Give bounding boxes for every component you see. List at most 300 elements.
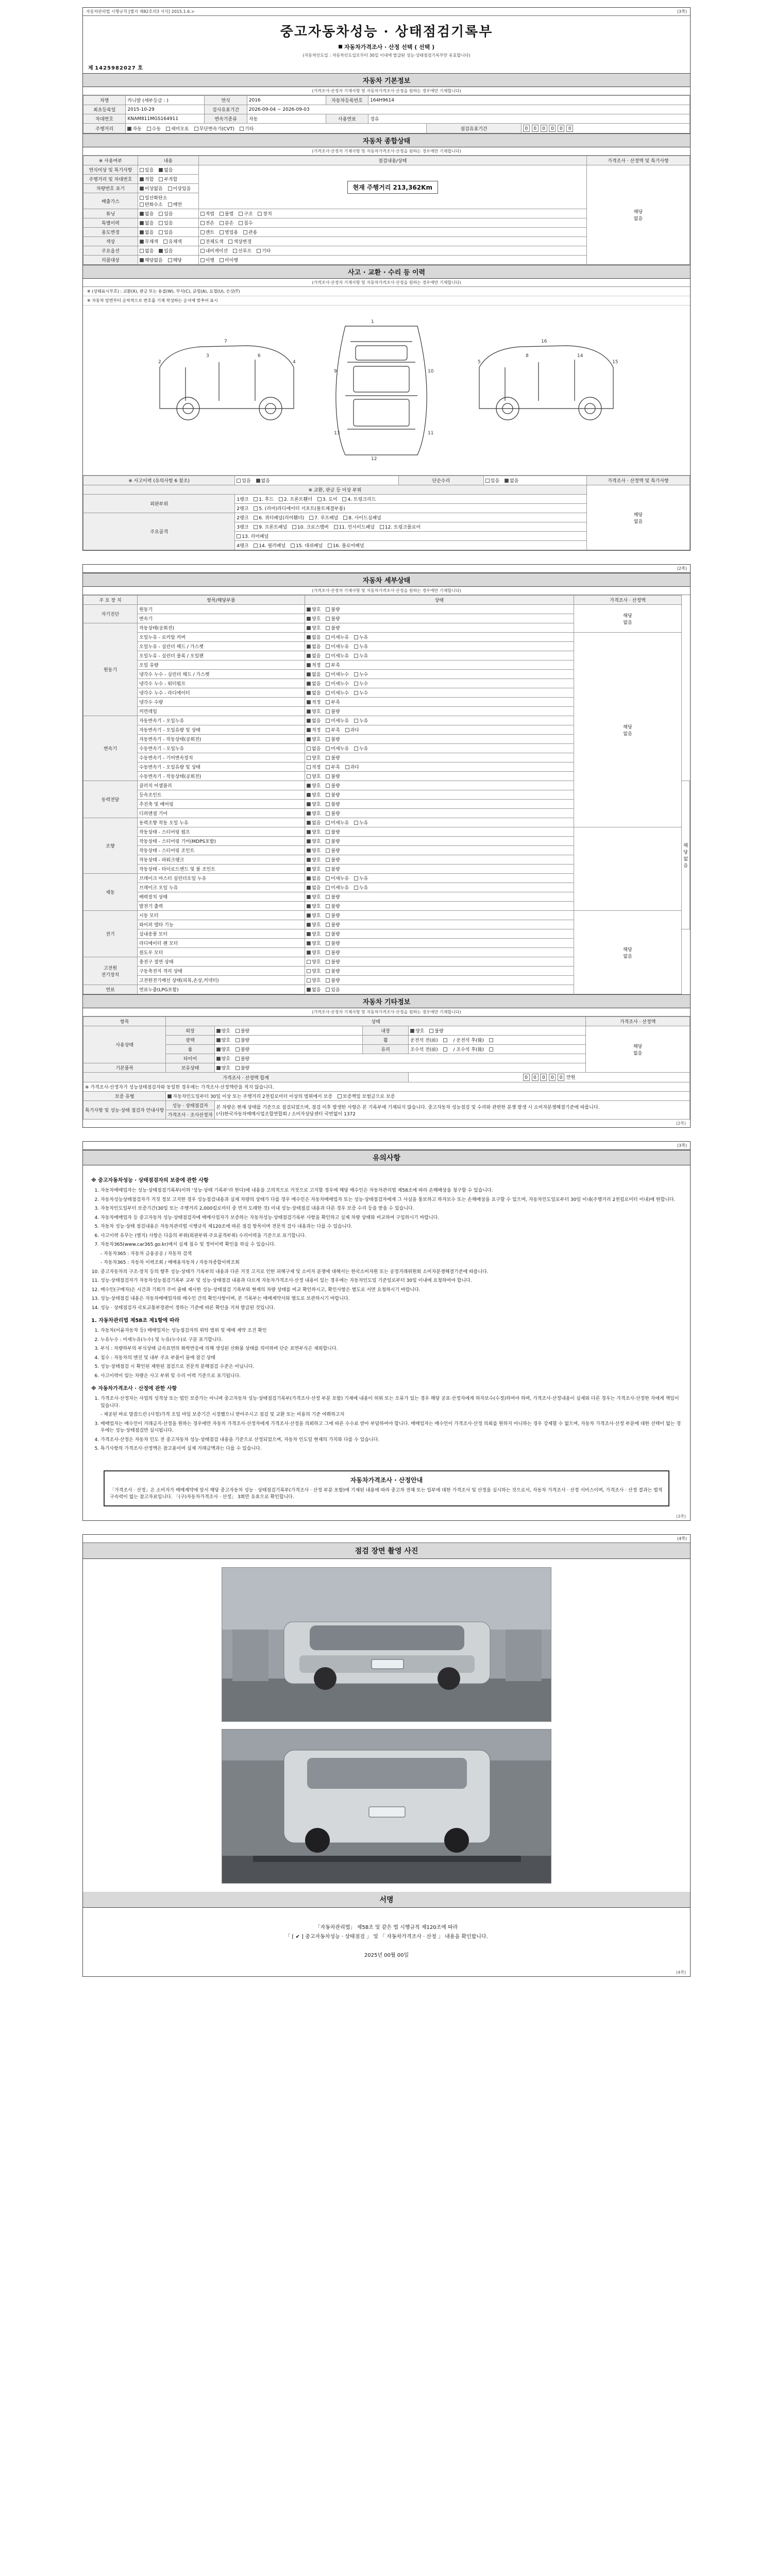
checkbox-bad[interactable]: 불량 <box>326 801 340 807</box>
checkbox-good[interactable]: 양호 <box>307 940 321 946</box>
checkbox-good[interactable]: 양호 <box>307 782 321 789</box>
state-glass <box>409 1045 586 1054</box>
checkbox-none[interactable]: 없음 <box>307 875 321 882</box>
checkbox-part-trunkfloor[interactable]: 12. 트렁크플로어 <box>380 523 421 530</box>
checkbox-icon <box>307 839 311 843</box>
checkbox-icon <box>307 821 311 825</box>
row-label-history: 특별이력 <box>83 218 138 228</box>
checkbox-accident-no-label: 없음 <box>261 479 270 484</box>
checkbox-icon <box>140 202 144 207</box>
checkbox-recall-undone[interactable]: 미이행 <box>220 257 238 263</box>
checkbox-part-pillar[interactable]: 14. 필러패널 <box>254 542 285 549</box>
checkbox-leak[interactable]: 누수 <box>354 680 368 687</box>
page-number-2: (2쪽) <box>677 566 687 571</box>
checkbox-flood-yes[interactable]: 있음 <box>159 219 173 226</box>
checkbox-good[interactable]: 양호 <box>307 949 321 956</box>
checkbox-color-part[interactable]: 색상변경 <box>228 238 251 245</box>
checkbox-emission-co[interactable]: 일산화탄소 <box>140 194 167 201</box>
table-row <box>83 874 690 883</box>
checkbox-icon <box>307 672 311 676</box>
checkbox-leak[interactable]: 누유 <box>354 717 368 724</box>
col-state: 상태 <box>305 596 574 605</box>
label-exterior: 외장 <box>166 1026 214 1036</box>
svg-text:4: 4 <box>293 360 296 365</box>
checkbox-wheel-fl[interactable] <box>443 1038 448 1043</box>
checkbox-low[interactable]: 부족 <box>326 764 340 770</box>
checkbox-icon <box>307 700 311 704</box>
checkbox-tuning-legal[interactable]: 적법 <box>200 210 214 217</box>
checkbox-icon <box>326 839 330 843</box>
checkbox-plate-ok[interactable]: 이상없음 <box>140 185 163 192</box>
checkbox-good[interactable]: 양호 <box>307 903 321 909</box>
checkbox-none[interactable]: 없음 <box>307 986 321 993</box>
checkbox-bad[interactable]: 불량 <box>326 977 340 984</box>
checkbox-usage-no[interactable]: 없음 <box>159 166 173 173</box>
row-sub-usechange <box>138 228 198 237</box>
state-wheel <box>409 1036 586 1045</box>
checkbox-tuning-illegal[interactable]: 불법 <box>220 210 233 217</box>
checkbox-none[interactable]: 없음 <box>307 643 321 650</box>
checkbox-emission-smoke[interactable]: 매연 <box>168 201 182 208</box>
item-mt-operation: 수동변속기 - 작동상태(공회전) <box>137 772 305 781</box>
checkbox-icon <box>307 895 311 899</box>
checkbox-part-frontpanel[interactable]: 9. 프론트패널 <box>254 523 287 530</box>
checkbox-good[interactable]: 양호 <box>307 791 321 798</box>
checkbox-emission-hc[interactable]: 탄화수소 <box>140 201 163 208</box>
checkbox-icon <box>326 747 330 751</box>
checkbox-good[interactable]: 양호 <box>307 754 321 761</box>
checkbox-usage-yes[interactable]: 있음 <box>140 166 154 173</box>
checkbox-good[interactable]: 양호 <box>307 912 321 919</box>
checkbox-bad[interactable]: 불량 <box>326 958 340 965</box>
checkbox-good[interactable]: 양호 <box>307 828 321 835</box>
table-header-row <box>83 596 690 605</box>
checkbox-icon <box>140 177 144 181</box>
checkbox-adequate[interactable]: 적정 <box>307 662 321 668</box>
label-parts-section: ※ 교환, 판금 등 이상 부위 <box>83 485 587 495</box>
checkbox-bad[interactable]: 불량 <box>326 708 340 715</box>
checkbox-minor[interactable]: 미세누유 <box>326 717 349 724</box>
checkbox-good[interactable]: 양호 <box>307 838 321 844</box>
checkbox-part-floorpanel[interactable]: 16. 플로어패널 <box>328 542 364 549</box>
checkbox-bad[interactable]: 불량 <box>326 940 340 946</box>
checkbox-part-quarter[interactable]: 6. 쿼터패널(리어휀더) <box>254 514 304 521</box>
table-row <box>83 892 690 902</box>
list-item: 1. 가격조사·산정자는 사업의 성격상 또는 법인 보증가는 아니며 중고자동차 성능·상태점검기록부(가격조사·산정 부분 포함) 기재에 내용이 허위 또는 오류가 있는 경우 해당 공표·산정자에게 하자보수(수정)하여야 하며, 가격조사·산정내용이 실제와 다른 경우는 가격조사·산정한 자에게 책임이 있습니다. <box>100 1396 682 1410</box>
svg-text:15: 15 <box>612 360 618 365</box>
checkbox-none[interactable]: 없음 <box>307 652 321 659</box>
checkbox-icon <box>354 719 358 723</box>
checkbox-good[interactable]: 양호 <box>216 1037 230 1043</box>
accident-price-value: 해당 없음 <box>586 485 690 550</box>
checkbox-good[interactable]: 양호 <box>216 1046 230 1053</box>
checkbox-good[interactable]: 양호 <box>216 1055 230 1062</box>
checkbox-yes[interactable]: 있음 <box>326 986 340 993</box>
checkbox-bad[interactable]: 불량 <box>326 736 340 742</box>
state-at-oil <box>305 725 574 735</box>
item-coolant-qty: 냉각수 수량 <box>137 698 305 707</box>
checkbox-part-rearpanel[interactable]: 13. 리어패널 <box>237 533 268 539</box>
checkbox-part-door[interactable]: 3. 도어 <box>317 496 338 502</box>
checkbox-low[interactable]: 부족 <box>326 699 340 705</box>
checkbox-bad[interactable]: 불량 <box>326 968 340 974</box>
checkbox-bad[interactable]: 불량 <box>326 838 340 844</box>
row-detail-usechange <box>198 228 586 237</box>
state-engine-block <box>305 651 574 660</box>
checkbox-glass-rr[interactable] <box>489 1047 494 1053</box>
checkbox-icon <box>410 1029 414 1033</box>
row-label-recall: 리콜대상 <box>83 256 138 265</box>
checkbox-bad[interactable]: 불량 <box>326 847 340 854</box>
state-coolant-qty <box>305 698 574 707</box>
checkbox-manual-label: 수동 <box>152 126 161 132</box>
checkbox-bad[interactable]: 불량 <box>236 1064 249 1071</box>
checkbox-flood-water[interactable]: 침수 <box>239 219 253 226</box>
list-item: 10. 중고자동차의 구조·장치 등의 향후 성능·상태가 기록부의 내용과 다른 거짓 고지로 인한 피해구제 및 소비자 분쟁에 대해서는 한국소비자원 또는 공정거래위원회 소비자분쟁해결기준에 따릅니다. <box>100 1269 682 1276</box>
notices-body <box>83 1165 690 1464</box>
item-engine-rocker: 오일누유 - 로커암 커버 <box>137 633 305 642</box>
checkbox-warranty-period[interactable] <box>167 1093 332 1099</box>
checkbox-none[interactable]: 없음 <box>307 680 321 687</box>
checkbox-part-sidesill[interactable]: 8. 사이드실패널 <box>343 514 381 521</box>
checkbox-icon <box>326 876 330 880</box>
item-propeller-shaft: 추진축 및 베어링 <box>137 800 305 809</box>
svg-text:16: 16 <box>541 339 547 344</box>
item-cv-joint: 등속조인트 <box>137 790 305 800</box>
checkbox-color-same[interactable]: 무채색 <box>140 238 158 245</box>
checkbox-flood-none[interactable]: 없음 <box>140 219 154 226</box>
checkbox-plate-bad[interactable]: 이상있음 <box>168 185 191 192</box>
value-first-reg: 2015-10-29 <box>126 105 205 114</box>
checkbox-manual[interactable] <box>147 125 161 132</box>
checkbox-mileage-ok[interactable]: 적합 <box>140 176 154 182</box>
checkbox-good[interactable]: 양호 <box>307 773 321 779</box>
checkbox-icon <box>216 1038 221 1042</box>
table-row <box>83 96 690 105</box>
checkbox-leak[interactable]: 누유 <box>354 745 368 752</box>
checkbox-tuning-engine[interactable]: 구조 <box>239 210 253 217</box>
page-number-4: (4쪽) <box>677 1536 687 1541</box>
checkbox-usechange-yes[interactable]: 있음 <box>159 229 173 235</box>
inspect-period-boxes <box>521 124 690 133</box>
car-diagram-svg <box>129 306 644 473</box>
checkbox-cvt[interactable] <box>194 125 234 132</box>
checkbox-usechange-none[interactable]: 없음 <box>140 229 154 235</box>
checkbox-tuning-yes[interactable]: 있음 <box>159 210 173 217</box>
state-battery-isolation <box>305 967 574 976</box>
checkbox-bad[interactable]: 불량 <box>326 866 340 872</box>
label-inspect-period: 점검유효기간 <box>427 124 522 133</box>
checkbox-color-full[interactable]: 전체도색 <box>200 238 224 245</box>
checkbox-bad[interactable]: 불량 <box>326 624 340 631</box>
checkbox-simple-yes[interactable] <box>485 477 499 484</box>
checkbox-auto[interactable] <box>127 125 141 132</box>
mileage-value: 현재 주행거리 213,362Km <box>347 181 438 194</box>
item-tierod-end: 작동상태 - 타이로드엔드 및 볼 조인트 <box>137 865 305 874</box>
checkbox-low[interactable]: 부족 <box>326 726 340 733</box>
checkbox-bad[interactable]: 불량 <box>236 1027 249 1034</box>
checkbox-none[interactable]: 없음 <box>307 745 321 752</box>
checkbox-bad[interactable]: 불량 <box>326 810 340 817</box>
checkbox-bad[interactable]: 불량 <box>326 754 340 761</box>
checkbox-icon <box>326 960 330 964</box>
item-mt-leak: 수동변속기 - 오일누유 <box>137 744 305 753</box>
value-fuel: 경유 <box>368 114 690 124</box>
table-row <box>83 476 690 485</box>
checkbox-good[interactable]: 양호 <box>307 736 321 742</box>
checkbox-icon <box>220 230 224 234</box>
checkbox-minor[interactable]: 미세누유 <box>326 875 349 882</box>
checkbox-good[interactable]: 양호 <box>410 1027 424 1034</box>
checkbox-icon <box>443 1038 447 1042</box>
checkbox-semiauto[interactable] <box>166 125 189 132</box>
checkbox-minor[interactable]: 미세누유 <box>326 745 349 752</box>
checkbox-minor[interactable]: 미세누유 <box>326 819 349 826</box>
checkbox-bad[interactable]: 불량 <box>326 828 340 835</box>
checkbox-good[interactable]: 양호 <box>307 847 321 854</box>
checkbox-none[interactable]: 없음 <box>307 884 321 891</box>
checkbox-icon <box>236 1038 240 1042</box>
checkbox-icon <box>307 756 311 760</box>
checkbox-semiauto-label: 세미오토 <box>171 126 189 132</box>
checkbox-bad[interactable]: 불량 <box>326 615 340 622</box>
checkbox-over[interactable]: 과다 <box>345 764 359 770</box>
checkbox-tuning-none[interactable]: 없음 <box>140 210 154 217</box>
checkbox-accident-no[interactable] <box>256 477 270 484</box>
checkbox-good[interactable]: 양호 <box>307 810 321 817</box>
checkbox-use-business[interactable]: 영업용 <box>220 229 238 235</box>
state-start-motor <box>305 911 574 920</box>
checkbox-adequate[interactable]: 적정 <box>307 726 321 733</box>
checkbox-none[interactable]: 없음 <box>307 717 321 724</box>
checkbox-bad[interactable]: 불량 <box>326 856 340 863</box>
checkbox-opt-nav[interactable]: 내비게이션 <box>200 247 228 254</box>
label-model-year: 연식 <box>205 96 247 105</box>
checkbox-color-diff[interactable]: 유채색 <box>163 238 182 245</box>
checkbox-mileage-bad[interactable]: 부적합 <box>159 176 177 182</box>
checkbox-none[interactable]: 없음 <box>307 689 321 696</box>
checkbox-icon <box>326 654 330 658</box>
checkbox-bad[interactable]: 불량 <box>236 1055 249 1062</box>
col-price: 가격조사 · 산정액 및 특기사항 <box>586 156 690 165</box>
checkbox-low[interactable]: 부족 <box>326 662 340 668</box>
checkbox-leak[interactable]: 누유 <box>354 819 368 826</box>
list-item: 2. 자동차성능상태점검자가 거짓 정보 고지한 경우 성능점검내용과 실제 차량의 상태가 다를 경우 매수인은 자동차매매업자 또는 성능·상태점검자에게 그 사실을 통보하고 하자보수 또는 손해배상을 요구할 수 있으며, 자동차인도일로부터 30일 이내(주행거리 2천킬로미터 이내)에 한합니다. <box>100 1197 682 1204</box>
checkbox-opt-etc[interactable]: 기타 <box>257 247 271 254</box>
checkbox-flood-part[interactable]: 분손 <box>220 219 233 226</box>
checkbox-leak[interactable]: 누유 <box>354 875 368 882</box>
checkbox-icon <box>159 168 163 172</box>
checkbox-icon <box>240 127 244 131</box>
checkbox-icon <box>326 988 330 992</box>
checkbox-etc[interactable] <box>240 125 254 132</box>
checkbox-bad[interactable]: 불량 <box>326 782 340 789</box>
checkbox-bad[interactable]: 불량 <box>326 791 340 798</box>
special-note-text: 본 차량은 현재 상태를 기준으로 점검되었으며, 점검 이후 발생한 사항은 본 기록부에 기재되지 않습니다. 중고자동차 성능점검 및 수리와 관련한 분쟁 발생 시 소비자분쟁해결기준에 따릅니다. <box>216 1105 600 1110</box>
list-item: 11. 성능·상태점검자가 자동차성능점검기록부 교부 및 성능·상태점검 내용과 다르게 자동차가격조사·산정 내용이 있는 경우에는 자동차인도일 기준일로부터 30일 이내에 요청하여야 합니다. <box>100 1278 682 1285</box>
checkbox-good[interactable]: 양호 <box>307 977 321 984</box>
checkbox-part-hood[interactable]: 1. 후드 <box>254 496 274 502</box>
checkbox-icon <box>140 168 144 172</box>
checkbox-part-dashpanel[interactable]: 15. 대쉬패널 <box>291 542 323 549</box>
checkbox-bad[interactable]: 불량 <box>326 949 340 956</box>
checkbox-minor[interactable]: 미세누유 <box>326 643 349 650</box>
group-engine: 원동기 <box>83 623 138 716</box>
digit-box: 0 <box>566 125 573 132</box>
checkbox-leak[interactable]: 누유 <box>354 634 368 640</box>
label-interior: 내장 <box>363 1026 409 1036</box>
checkbox-part-frontfender[interactable]: 2. 프론트휀더 <box>279 496 312 502</box>
checkbox-icon <box>345 728 349 732</box>
checkbox-icon <box>317 497 322 501</box>
row-sub-mileage <box>138 175 198 184</box>
checkbox-tuning-device[interactable]: 장치 <box>258 210 272 217</box>
checkbox-bad[interactable]: 불량 <box>326 893 340 900</box>
checkbox-good[interactable]: 양호 <box>307 801 321 807</box>
table-row <box>83 855 690 865</box>
checkbox-bad[interactable]: 불량 <box>326 930 340 937</box>
notices-list-3 <box>91 1396 682 1453</box>
page-footer-2: (2쪽) <box>676 1121 686 1126</box>
checkbox-part-roof[interactable]: 7. 루프패널 <box>309 514 338 521</box>
checkbox-bad[interactable]: 불량 <box>326 912 340 919</box>
checkbox-none[interactable]: 없음 <box>307 671 321 677</box>
checkbox-icon <box>163 240 167 244</box>
checkbox-good[interactable]: 양호 <box>307 893 321 900</box>
parts-row-4 <box>235 522 587 532</box>
checkbox-minor[interactable]: 미세누수 <box>326 680 349 687</box>
checkbox-icon <box>236 1047 240 1052</box>
checkbox-good[interactable]: 양호 <box>307 708 321 715</box>
checkbox-recall-yes[interactable]: 해당 <box>168 257 182 263</box>
checkbox-icon <box>307 913 311 918</box>
checkbox-flood-full[interactable]: 전손 <box>200 219 214 226</box>
checkbox-good[interactable]: 양호 <box>307 606 321 613</box>
group-selfdiag: 자기진단 <box>83 605 138 623</box>
item-engine-oil-qty: 오일 유량 <box>137 660 305 670</box>
label-car-name: 차명 <box>83 96 126 105</box>
checkbox-accident-yes[interactable] <box>237 477 250 484</box>
accident-history-table <box>83 476 690 550</box>
item-engine-block: 오일누유 - 실린더 블록 / 오일팬 <box>137 651 305 660</box>
table-header-row <box>83 156 690 165</box>
item-start-motor: 시동 모터 <box>137 911 305 920</box>
document-number-suffix: 호 <box>138 65 143 71</box>
checkbox-part-trunklid[interactable]: 4. 트렁크리드 <box>342 496 376 502</box>
checkbox-good[interactable]: 양호 <box>307 615 321 622</box>
checkbox-icon <box>307 960 311 964</box>
signature-line-2: 「 [ ✔ ] 중고자동차성능 · 상태점검 」 및 「 자동차가격조사 · 산정 」 내용을 확인합니다. <box>285 1934 488 1940</box>
checkbox-icon <box>326 923 330 927</box>
checkbox-minor[interactable]: 미세누수 <box>326 689 349 696</box>
checkbox-leak[interactable]: 누유 <box>354 643 368 650</box>
checkbox-recall-no[interactable]: 해당없음 <box>140 257 163 263</box>
checkbox-minor[interactable]: 미세누수 <box>326 671 349 677</box>
transmission-checkbox-group <box>126 124 427 133</box>
checkbox-warranty-insurance[interactable] <box>338 1093 395 1099</box>
item-blower-motor: 실내송풍 모터 <box>137 929 305 939</box>
checkbox-good[interactable]: 양호 <box>307 930 321 937</box>
checkbox-icon <box>309 516 313 520</box>
row-sub-options <box>138 246 198 256</box>
checkbox-icon <box>307 793 311 797</box>
checkbox-good[interactable]: 양호 <box>307 856 321 863</box>
checkbox-adequate[interactable]: 적정 <box>307 699 321 705</box>
checkbox-bad[interactable]: 불량 <box>236 1037 249 1043</box>
row-label-options: 주요옵션 <box>83 246 138 256</box>
checkbox-bad[interactable]: 불량 <box>326 606 340 613</box>
checkbox-icon <box>220 212 224 216</box>
checkbox-bad[interactable]: 불량 <box>429 1027 443 1034</box>
checkbox-simple-no[interactable] <box>505 477 518 484</box>
checkbox-glass-fr[interactable] <box>443 1047 448 1053</box>
checkbox-none[interactable]: 없음 <box>307 819 321 826</box>
checkbox-icon <box>326 645 330 649</box>
checkbox-opt-yes[interactable]: 있음 <box>159 247 173 254</box>
checkbox-over[interactable]: 과다 <box>345 726 359 733</box>
checkbox-good[interactable]: 양호 <box>216 1027 230 1034</box>
checkbox-opt-none[interactable]: 없음 <box>140 247 154 254</box>
checkbox-icon <box>485 479 490 483</box>
row-label-mileage: 주행거리 및 차대번호 <box>83 175 138 184</box>
checkbox-icon <box>334 525 338 529</box>
form-reference: 자동차관리법 시행규칙 [별지 제82호의3 서식] 2015.1.6.> <box>86 9 195 14</box>
notices-sub-3: ※ 자동차가격조사 · 산정에 관한 사항 <box>91 1386 177 1392</box>
checkbox-icon <box>168 187 172 191</box>
checkbox-bad[interactable]: 불량 <box>326 773 340 779</box>
row-label-tuning: 튜닝 <box>83 209 138 218</box>
checkbox-recall-done[interactable]: 이행 <box>200 257 214 263</box>
checkbox-part-insidepanel[interactable]: 11. 인사이드패널 <box>334 523 375 530</box>
checkbox-icon <box>489 1038 493 1042</box>
checkbox-good[interactable]: 양호 <box>307 866 321 872</box>
checkbox-leak[interactable]: 누유 <box>354 884 368 891</box>
checkbox-bad[interactable]: 불량 <box>236 1046 249 1053</box>
checkbox-wheel-rl[interactable] <box>489 1038 494 1043</box>
checkbox-adequate[interactable]: 적정 <box>307 764 321 770</box>
checkbox-good[interactable]: 양호 <box>307 968 321 974</box>
state-coolant-radiator <box>305 688 574 698</box>
checkbox-none[interactable]: 없음 <box>307 634 321 640</box>
checkbox-use-official[interactable]: 관용 <box>243 229 257 235</box>
checkbox-good[interactable]: 양호 <box>307 624 321 631</box>
checkbox-part-radiator-support[interactable]: 5. (리어)라디에이터 서포트(볼트체결부품) <box>254 505 345 512</box>
item-differential: 디퍼렌셜 기어 <box>137 809 305 818</box>
checkbox-good[interactable]: 양호 <box>307 958 321 965</box>
checkbox-part-crossmember[interactable]: 10. 크로스멤버 <box>292 523 329 530</box>
checkbox-good[interactable]: 양호 <box>307 921 321 928</box>
undercarriage-photo-svg <box>222 1730 551 1884</box>
label-appraiser: 가격조사 · 조사산정자 <box>166 1110 214 1120</box>
checkbox-minor[interactable]: 미세누유 <box>326 634 349 640</box>
checkbox-icon <box>307 747 311 751</box>
checkbox-bad[interactable]: 불량 <box>326 921 340 928</box>
checkbox-good[interactable]: 양호 <box>216 1064 230 1071</box>
checkbox-minor[interactable]: 미세누유 <box>326 884 349 891</box>
checkbox-icon <box>307 691 311 695</box>
checkbox-icon <box>258 212 262 216</box>
checkbox-leak[interactable]: 누유 <box>354 652 368 659</box>
checkbox-minor[interactable]: 미세누유 <box>326 652 349 659</box>
checkbox-opt-sunroof[interactable]: 선루프 <box>233 247 251 254</box>
group-exterior: 사용상태 <box>83 1026 166 1063</box>
checkbox-leak[interactable]: 누수 <box>354 671 368 677</box>
checkbox-use-rental[interactable]: 렌트 <box>200 229 214 235</box>
checkbox-bad[interactable]: 불량 <box>326 903 340 909</box>
row-sub-tuning <box>138 209 198 218</box>
checkbox-leak[interactable]: 누수 <box>354 689 368 696</box>
list-item: 4. 자동차매매업자 등 중고자동차 성능·상태점검자에 매매사업자가 보증하는 자동차성능·상태점검기록부 사항을 확인하고 실제 차량 상태와 비교하여 구입하시기 바랍니다. <box>100 1215 682 1222</box>
